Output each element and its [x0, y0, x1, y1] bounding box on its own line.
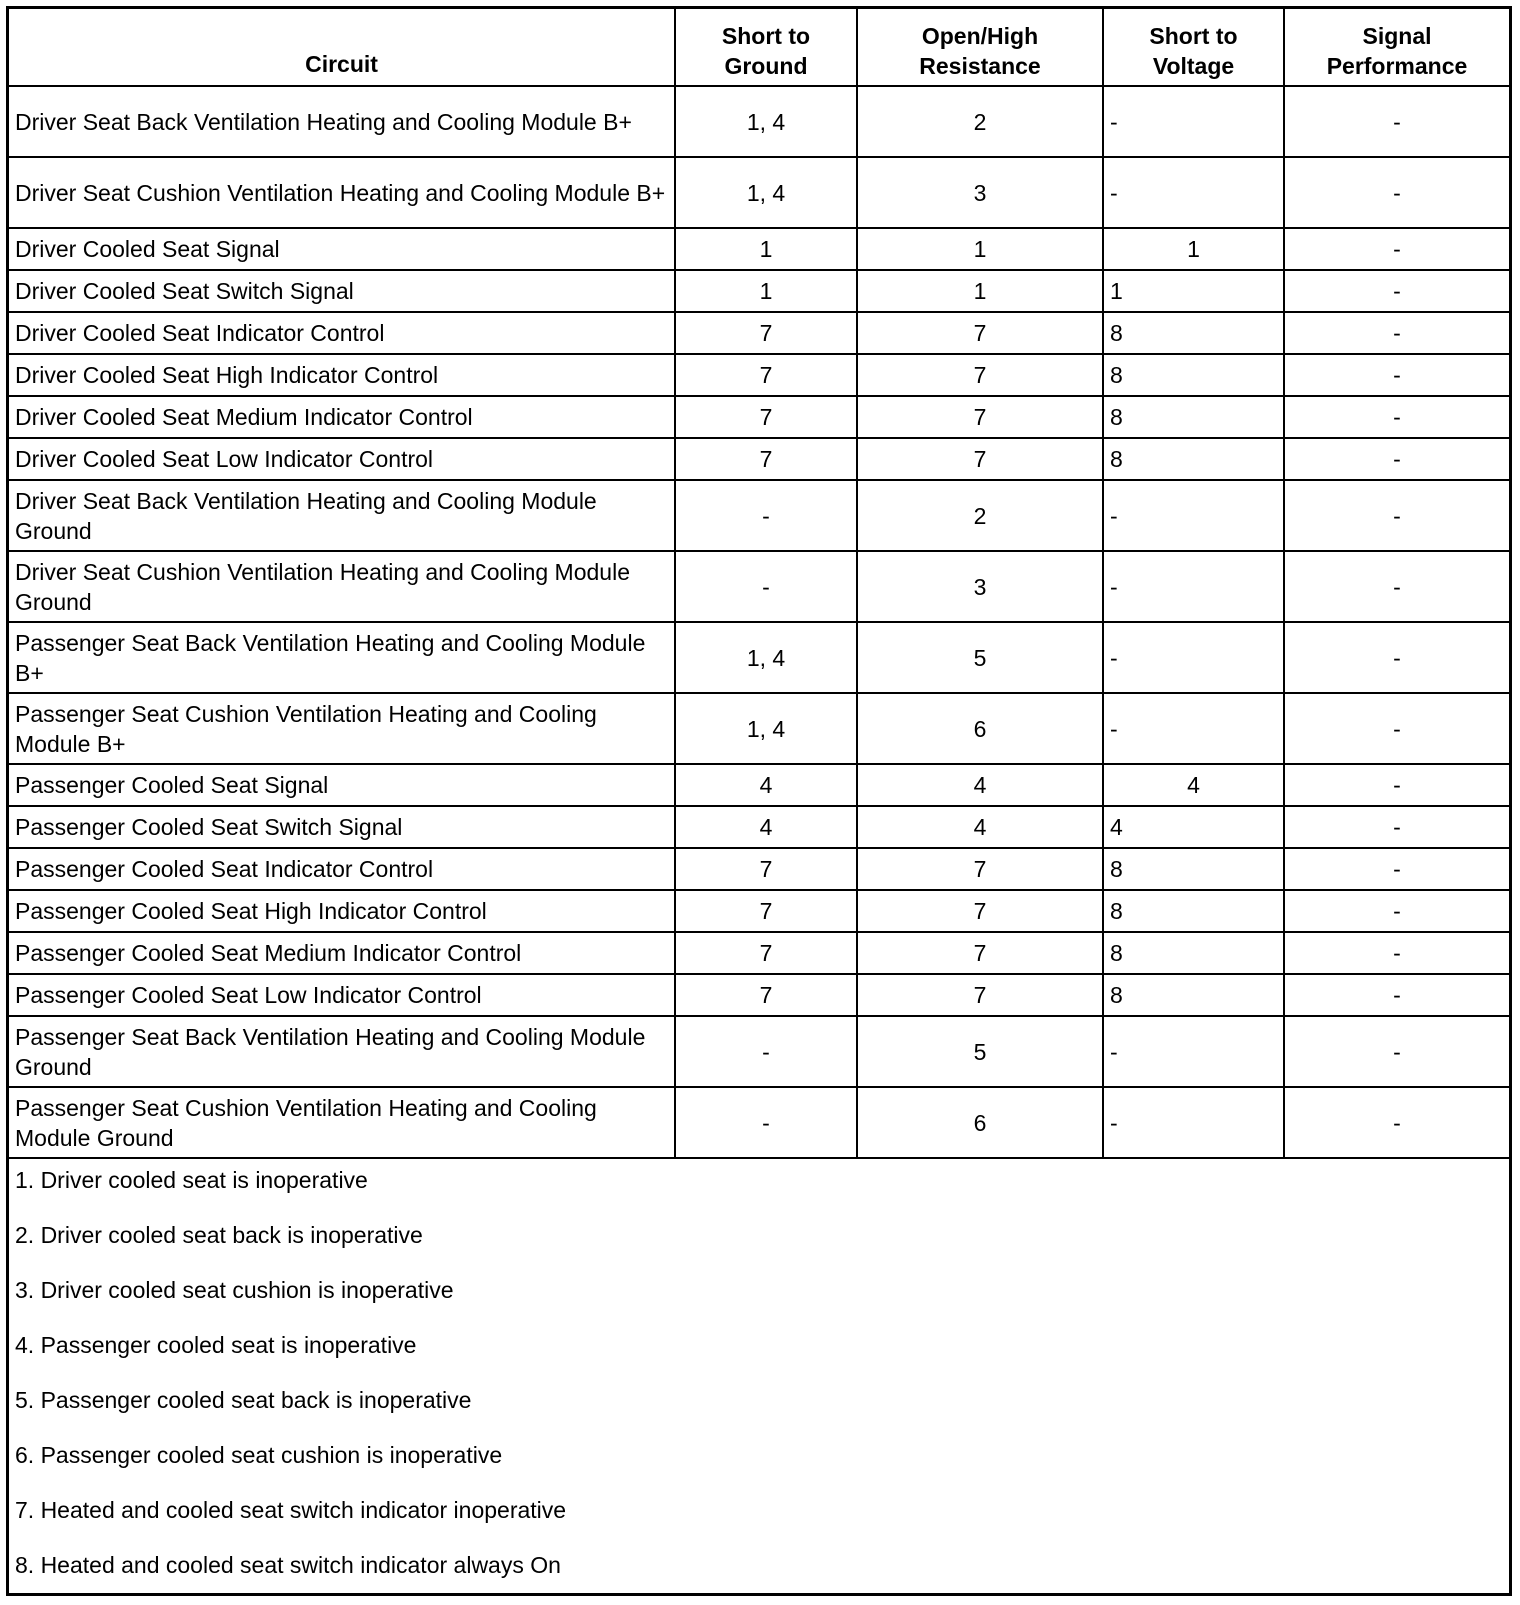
circuit-cell: Driver Seat Cushion Ventilation Heating and Cooling Module B+: [9, 157, 675, 228]
table-row: [9, 438, 1509, 480]
open-high-resistance-cell: 2: [857, 480, 1103, 551]
table-row: [9, 312, 1509, 354]
circuit-cell: Passenger Cooled Seat Signal: [9, 764, 675, 806]
signal-performance-cell: -: [1284, 228, 1509, 270]
circuit-cell: Driver Cooled Seat Switch Signal: [9, 270, 675, 312]
open-high-resistance-cell: 5: [857, 1016, 1103, 1087]
short-to-voltage-cell: 8: [1103, 890, 1284, 932]
short-to-ground-cell: -: [675, 1087, 857, 1158]
table-row: [9, 270, 1509, 312]
table-row: [9, 396, 1509, 438]
open-high-resistance-cell: 3: [857, 551, 1103, 622]
circuit-cell: Passenger Cooled Seat Indicator Control: [9, 848, 675, 890]
short-to-ground-cell: 1: [675, 228, 857, 270]
short-to-ground-cell: 1: [675, 270, 857, 312]
footnote-item: 7. Heated and cooled seat switch indicator inoperative: [15, 1497, 567, 1523]
short-to-ground-cell: 1, 4: [675, 693, 857, 764]
short-to-ground-cell: 1, 4: [675, 622, 857, 693]
circuit-cell: Driver Cooled Seat Signal: [9, 228, 675, 270]
short-to-voltage-cell: 4: [1103, 806, 1284, 848]
circuit-cell: Passenger Cooled Seat High Indicator Control: [9, 890, 675, 932]
table-row: [9, 764, 1509, 806]
circuit-cell: Passenger Seat Back Ventilation Heating and Cooling Module B+: [9, 622, 675, 693]
footnote-item: 3. Driver cooled seat cushion is inoperative: [15, 1277, 454, 1303]
footnote-item: 2. Driver cooled seat back is inoperative: [15, 1222, 423, 1248]
short-to-voltage-cell: -: [1103, 551, 1284, 622]
table-row: [9, 551, 1509, 622]
fault-table-frame: [6, 6, 1512, 1596]
table-row: [9, 157, 1509, 228]
open-high-resistance-cell: 1: [857, 228, 1103, 270]
signal-performance-cell: -: [1284, 396, 1509, 438]
short-to-ground-cell: 7: [675, 396, 857, 438]
open-high-resistance-cell: 4: [857, 764, 1103, 806]
signal-performance-cell: -: [1284, 86, 1509, 157]
open-high-resistance-cell: 6: [857, 1087, 1103, 1158]
short-to-ground-cell: -: [675, 480, 857, 551]
short-to-voltage-cell: -: [1103, 480, 1284, 551]
circuit-cell: Passenger Cooled Seat Low Indicator Control: [9, 974, 675, 1016]
short-to-voltage-cell: 8: [1103, 396, 1284, 438]
open-high-resistance-cell: 7: [857, 848, 1103, 890]
table-row: [9, 932, 1509, 974]
circuit-cell: Passenger Seat Cushion Ventilation Heating and Cooling Module Ground: [9, 1087, 675, 1158]
signal-performance-cell: -: [1284, 622, 1509, 693]
signal-performance-cell: -: [1284, 764, 1509, 806]
short-to-voltage-cell: -: [1103, 693, 1284, 764]
signal-performance-cell: -: [1284, 1016, 1509, 1087]
open-high-resistance-cell: 7: [857, 890, 1103, 932]
circuit-cell: Driver Cooled Seat Low Indicator Control: [9, 438, 675, 480]
short-to-voltage-cell: -: [1103, 1087, 1284, 1158]
header-short-to-voltage: Short to Voltage: [1103, 9, 1284, 86]
short-to-voltage-cell: 8: [1103, 974, 1284, 1016]
short-to-ground-cell: 7: [675, 312, 857, 354]
short-to-ground-cell: 1, 4: [675, 86, 857, 157]
short-to-ground-cell: 4: [675, 764, 857, 806]
signal-performance-cell: -: [1284, 480, 1509, 551]
open-high-resistance-cell: 6: [857, 693, 1103, 764]
table-row: [9, 354, 1509, 396]
short-to-ground-cell: 7: [675, 974, 857, 1016]
footnote-item: 6. Passenger cooled seat cushion is inoperative: [15, 1442, 503, 1468]
signal-performance-cell: -: [1284, 438, 1509, 480]
circuit-cell: Driver Cooled Seat Medium Indicator Control: [9, 396, 675, 438]
short-to-voltage-cell: 8: [1103, 354, 1284, 396]
circuit-cell: Driver Cooled Seat Indicator Control: [9, 312, 675, 354]
short-to-ground-cell: 7: [675, 848, 857, 890]
short-to-voltage-cell: -: [1103, 157, 1284, 228]
open-high-resistance-cell: 1: [857, 270, 1103, 312]
table-body: [9, 86, 1509, 1158]
signal-performance-cell: -: [1284, 848, 1509, 890]
header-short-to-ground: Short to Ground: [675, 9, 857, 86]
short-to-ground-cell: -: [675, 551, 857, 622]
open-high-resistance-cell: 7: [857, 438, 1103, 480]
footnote-item: 8. Heated and cooled seat switch indicator always On: [15, 1552, 561, 1578]
signal-performance-cell: -: [1284, 1087, 1509, 1158]
table-row: [9, 1016, 1509, 1087]
table-row: [9, 693, 1509, 764]
circuit-cell: Driver Seat Back Ventilation Heating and Cooling Module B+: [9, 86, 675, 157]
header-open-high-resistance: Open/High Resistance: [857, 9, 1103, 86]
short-to-voltage-cell: 8: [1103, 438, 1284, 480]
short-to-voltage-cell: 1: [1103, 228, 1284, 270]
open-high-resistance-cell: 3: [857, 157, 1103, 228]
table-row: [9, 890, 1509, 932]
table-row: [9, 1087, 1509, 1158]
short-to-voltage-cell: -: [1103, 1016, 1284, 1087]
circuit-cell: Driver Seat Cushion Ventilation Heating and Cooling Module Ground: [9, 551, 675, 622]
signal-performance-cell: -: [1284, 354, 1509, 396]
table-row: [9, 848, 1509, 890]
circuit-cell: Driver Cooled Seat High Indicator Control: [9, 354, 675, 396]
table-row: [9, 806, 1509, 848]
notes-section: [9, 1159, 1509, 1605]
footnote-item: 5. Passenger cooled seat back is inoperative: [15, 1387, 472, 1413]
open-high-resistance-cell: 5: [857, 622, 1103, 693]
signal-performance-cell: -: [1284, 693, 1509, 764]
signal-performance-cell: -: [1284, 312, 1509, 354]
footnote-item: 1. Driver cooled seat is inoperative: [15, 1167, 368, 1193]
open-high-resistance-cell: 2: [857, 86, 1103, 157]
short-to-ground-cell: 4: [675, 806, 857, 848]
footnote-item: 4. Passenger cooled seat is inoperative: [15, 1332, 417, 1358]
circuit-cell: Passenger Cooled Seat Switch Signal: [9, 806, 675, 848]
short-to-ground-cell: 7: [675, 438, 857, 480]
table-row: [9, 622, 1509, 693]
short-to-voltage-cell: 8: [1103, 312, 1284, 354]
signal-performance-cell: -: [1284, 157, 1509, 228]
circuit-cell: Passenger Seat Cushion Ventilation Heating and Cooling Module B+: [9, 693, 675, 764]
open-high-resistance-cell: 7: [857, 932, 1103, 974]
short-to-voltage-cell: 1: [1103, 270, 1284, 312]
table-row: [9, 228, 1509, 270]
header-circuit: Circuit: [9, 9, 675, 86]
short-to-ground-cell: 7: [675, 890, 857, 932]
circuit-cell: Passenger Cooled Seat Medium Indicator Control: [9, 932, 675, 974]
short-to-voltage-cell: -: [1103, 622, 1284, 693]
short-to-voltage-cell: 8: [1103, 932, 1284, 974]
circuit-cell: Driver Seat Back Ventilation Heating and Cooling Module Ground: [9, 480, 675, 551]
signal-performance-cell: -: [1284, 974, 1509, 1016]
table-row: [9, 974, 1509, 1016]
short-to-voltage-cell: 8: [1103, 848, 1284, 890]
short-to-ground-cell: 7: [675, 932, 857, 974]
circuit-fault-table: [9, 9, 1509, 1159]
table-header-row: [9, 9, 1509, 86]
table-row: [9, 86, 1509, 157]
signal-performance-cell: -: [1284, 890, 1509, 932]
open-high-resistance-cell: 7: [857, 354, 1103, 396]
open-high-resistance-cell: 7: [857, 312, 1103, 354]
header-signal-performance: Signal Performance: [1284, 9, 1509, 86]
open-high-resistance-cell: 7: [857, 974, 1103, 1016]
signal-performance-cell: -: [1284, 270, 1509, 312]
signal-performance-cell: -: [1284, 551, 1509, 622]
circuit-cell: Passenger Seat Back Ventilation Heating and Cooling Module Ground: [9, 1016, 675, 1087]
short-to-ground-cell: -: [675, 1016, 857, 1087]
signal-performance-cell: -: [1284, 806, 1509, 848]
open-high-resistance-cell: 7: [857, 396, 1103, 438]
open-high-resistance-cell: 4: [857, 806, 1103, 848]
table-row: [9, 480, 1509, 551]
short-to-ground-cell: 1, 4: [675, 157, 857, 228]
short-to-voltage-cell: -: [1103, 86, 1284, 157]
signal-performance-cell: -: [1284, 932, 1509, 974]
short-to-voltage-cell: 4: [1103, 764, 1284, 806]
short-to-ground-cell: 7: [675, 354, 857, 396]
